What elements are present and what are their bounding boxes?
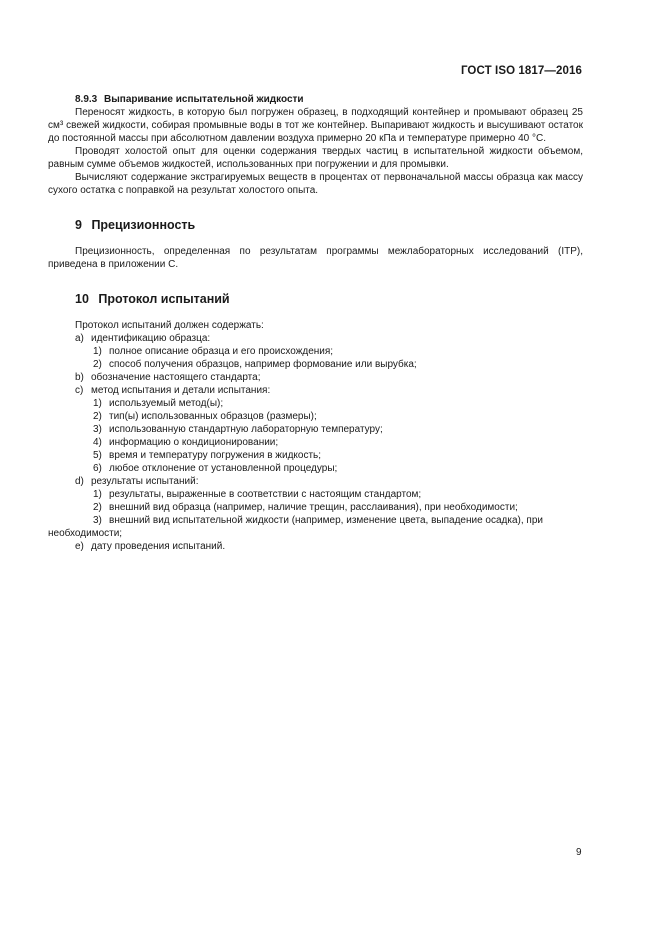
page-content bbox=[48, 93, 583, 553]
list-subitem: 4) информацию о кондиционировании; bbox=[93, 437, 279, 448]
list-item: d) результаты испытаний: bbox=[75, 476, 199, 487]
section-heading bbox=[75, 291, 583, 307]
list-subitem: 5) время и температуру погружения в жидкость; bbox=[93, 450, 322, 461]
list-subitem: 2) тип(ы) использованных образцов (размеры); bbox=[93, 411, 317, 422]
list-subitem: 1) используемый метод(ы); bbox=[93, 398, 224, 409]
list-subitem: 1) результаты, выраженные в соответствии с настоящим стандартом; bbox=[93, 489, 422, 500]
list-subitem: 2) внешний вид образца (например, наличие трещин, расслаивания), при необходимости; bbox=[93, 502, 518, 513]
paragraph: Прецизионность, определенная по результатам программы межлабораторных исследований (ITP), приведена в приложении С. bbox=[48, 246, 583, 270]
page-number: 9 bbox=[576, 847, 582, 858]
list-subitem: 1) полное описание образца и его происхождения; bbox=[93, 346, 334, 357]
section-number: 10 bbox=[75, 292, 89, 306]
list-intro: Протокол испытаний должен содержать: bbox=[75, 320, 264, 331]
section-heading bbox=[75, 217, 583, 233]
section-title: Прецизионность bbox=[91, 218, 196, 232]
list-item: c) метод испытания и детали испытания: bbox=[75, 385, 271, 396]
subsection-heading bbox=[75, 93, 583, 106]
list-subitem: 2) способ получения образцов, например формование или вырубка; bbox=[93, 359, 417, 370]
paragraph: Проводят холостой опыт для оценки содержания твердых частиц в испытательной жидкости объемом, равным сумме объемов жидкостей, использованных при погружении и для промывки. bbox=[48, 146, 583, 170]
list-subitem-continuation: необходимости; bbox=[48, 528, 123, 539]
paragraph: Вычисляют содержание экстрагируемых веществ в процентах от первоначальной массы образца как массу сухого остатка с поправкой на результат холостого опыта. bbox=[48, 172, 583, 196]
list-item: е) дату проведения испытаний. bbox=[75, 541, 226, 552]
subsection-title: Выпаривание испытательной жидкости bbox=[104, 94, 304, 105]
list-item: a) идентификацию образца: bbox=[75, 333, 211, 344]
document-header: ГОСТ ISO 1817—2016 bbox=[460, 65, 582, 77]
section-title: Протокол испытаний bbox=[98, 292, 230, 306]
paragraph: Переносят жидкость, в которую был погружен образец, в подходящий контейнер и промывают образец 25 см³ свежей жидкости, собирая промывные воды в тот же контейнер. Выпаривают жидкость и высушивают остаток до постоянной массы при абсолютном давлении воздуха примерно 20 кПа и температуре примерно 40 °С. bbox=[48, 107, 583, 144]
list-subitem: 6) любое отклонение от установленной процедуры; bbox=[93, 463, 338, 474]
subsection-number: 8.9.3 bbox=[75, 94, 98, 105]
list-subitem: 3) внешний вид испытательной жидкости (например, изменение цвета, выпадение осадка), при bbox=[93, 515, 543, 526]
list-item: b) обозначение настоящего стандарта; bbox=[75, 372, 261, 383]
section-number: 9 bbox=[75, 218, 82, 232]
list-subitem: 3) использованную стандартную лабораторную температуру; bbox=[93, 424, 383, 435]
